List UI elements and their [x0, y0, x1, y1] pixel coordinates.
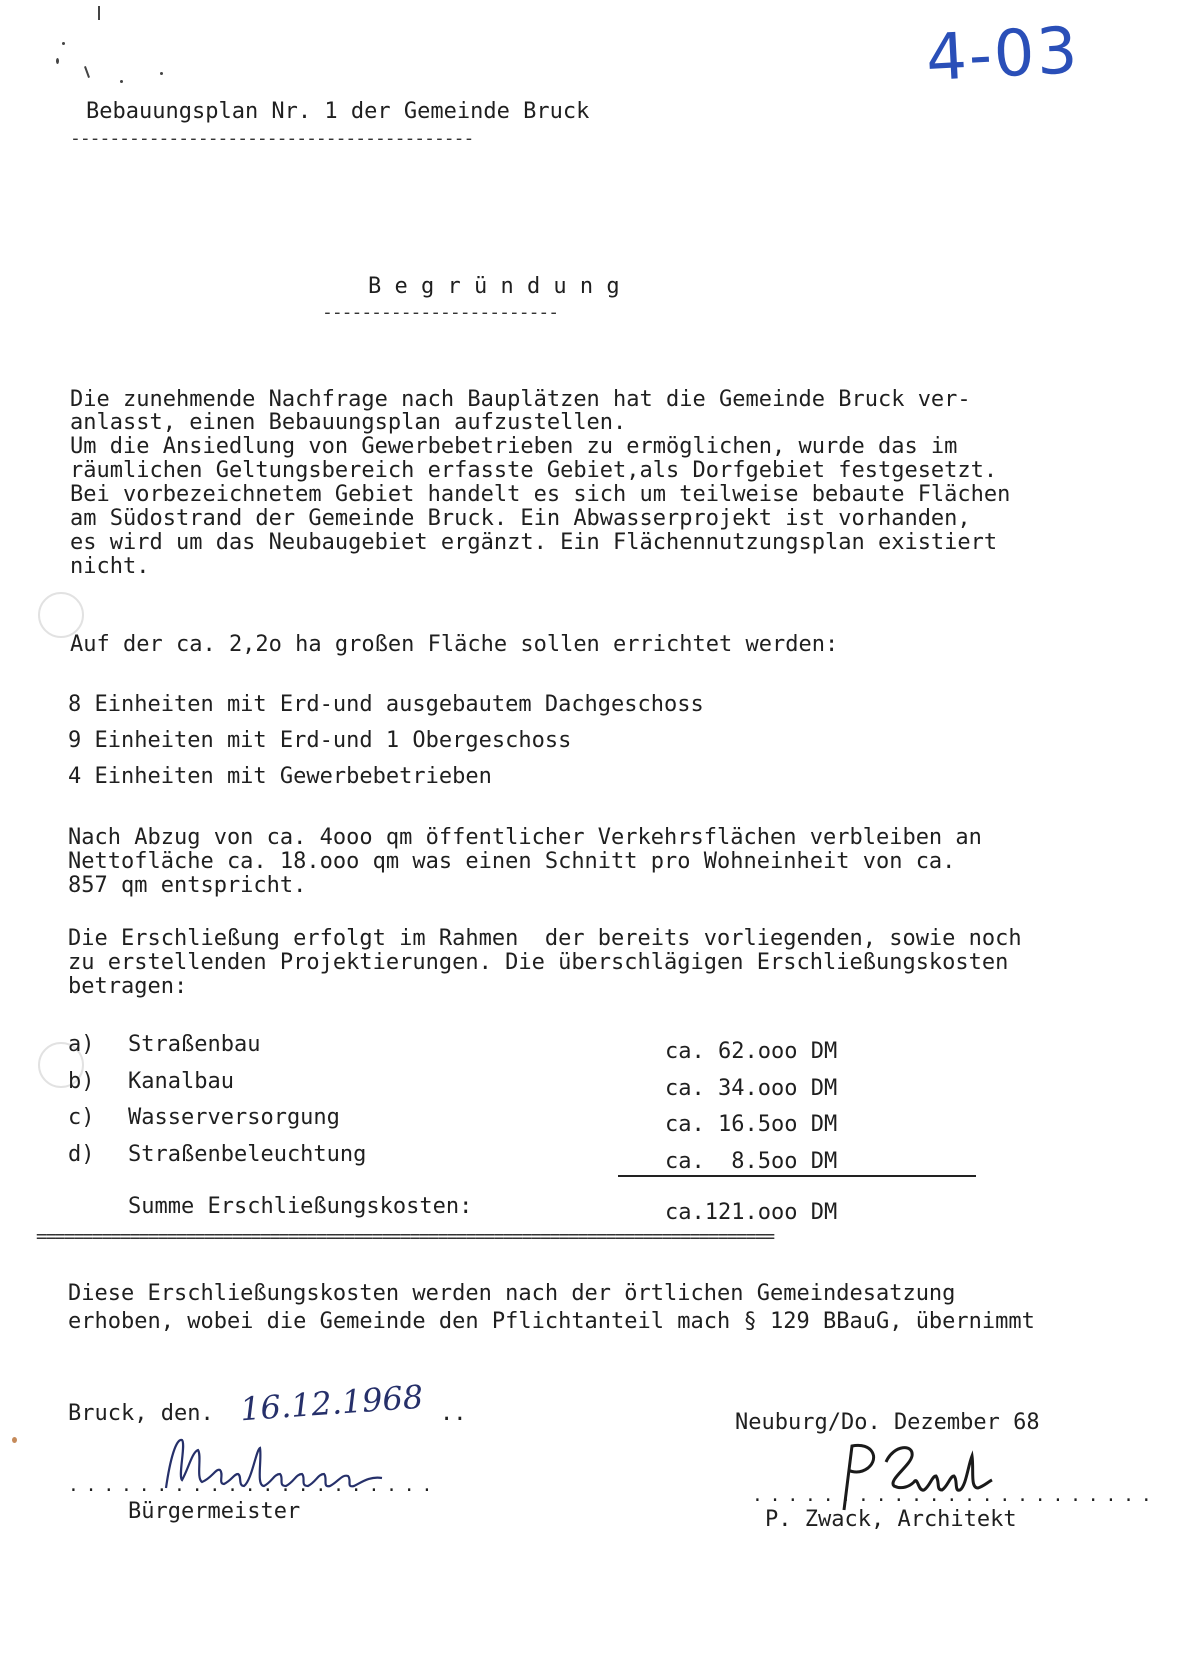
closing-line: Diese Erschließungskosten werden nach der örtlichen Gemeindesatzung [68, 1281, 956, 1306]
dev-line: Die Erschließung erfolgt im Rahmen der bereits vorliegenden, sowie noch [68, 926, 1022, 951]
scan-speck [160, 72, 163, 75]
net-line: Nach Abzug von ca. 4ooo qm öffentlicher Verkehrsflächen verbleiben an [68, 825, 982, 850]
cost-label: Kanalbau [128, 1069, 234, 1094]
sum-label: Summe Erschließungskosten: [128, 1194, 473, 1219]
cost-amount: ca. 62.ooo DM [665, 1039, 838, 1064]
file-number-stamp: 4-03 [924, 14, 1082, 96]
scan-speck [84, 66, 90, 78]
mayor-role: Bürgermeister [128, 1499, 301, 1524]
document-title: Bebauungsplan Nr. 1 der Gemeinde Bruck [86, 99, 590, 124]
intro-line: Um die Ansiedlung von Gewerbebetrieben zu ermöglichen, wurde das im [70, 434, 958, 459]
date-trail: .. [440, 1401, 467, 1426]
scan-speck [12, 1437, 17, 1443]
cost-key: c) [68, 1105, 95, 1130]
intro-line: am Südostrand der Gemeinde Bruck. Ein Abwasserprojekt ist vorhanden, [70, 506, 971, 531]
section-heading: B e g r ü n d u n g [368, 274, 620, 299]
list-item: 4 Einheiten mit Gewerbebetrieben [68, 764, 492, 789]
signature-dots: . . . . . . . . . . . . . . . . . . . . . [68, 1475, 431, 1496]
scan-speck [120, 80, 123, 83]
handwritten-date: 16.12.1968 [238, 1377, 425, 1429]
net-line: 857 qm entspricht. [68, 873, 307, 898]
list-item: 8 Einheiten mit Erd-und ausgebautem Dachgeschoss [68, 692, 704, 717]
scan-speck [56, 58, 59, 64]
title-underline: ----------------------------------------- [70, 128, 474, 149]
intro-line: es wird um das Neubaugebiet ergänzt. Ein Flächennutzungsplan existiert [70, 530, 998, 555]
cost-label: Wasserversorgung [128, 1105, 340, 1130]
sum-amount: ca.121.ooo DM [665, 1200, 838, 1225]
scan-speck [62, 42, 65, 45]
place-label: Bruck, den. [68, 1401, 214, 1426]
cost-key: d) [68, 1142, 95, 1167]
cost-key: b) [68, 1069, 95, 1094]
net-line: Nettofläche ca. 18.ooo qm was einen Schnitt pro Wohneinheit von ca. [68, 849, 956, 874]
subtotal-rule [618, 1175, 976, 1177]
cost-label: Straßenbeleuchtung [128, 1142, 367, 1167]
dev-line: betragen: [68, 974, 188, 999]
cost-amount: ca. 8.5oo DM [665, 1149, 838, 1174]
intro-line: anlasst, einen Bebauungsplan aufzustellen. [70, 410, 627, 435]
intro-line: räumlichen Geltungsbereich erfasste Gebiet,als Dorfgebiet festgesetzt. [70, 458, 998, 483]
signature-dots: . . . . . . . . . . . . . . . . . . . . . . . [752, 1485, 1150, 1506]
area-statement: Auf der ca. 2,2o ha großen Fläche sollen errichtet werden: [70, 632, 839, 657]
intro-line: Bei vorbezeichnetem Gebiet handelt es sich um teilweise bebaute Flächen [70, 482, 1011, 507]
intro-line: Die zunehmende Nachfrage nach Bauplätzen hat die Gemeinde Bruck ver- [70, 387, 971, 412]
cost-label: Straßenbau [128, 1032, 261, 1057]
cost-amount: ca. 34.ooo DM [665, 1076, 838, 1101]
closing-line: erhoben, wobei die Gemeinde den Pflichtanteil mach § 129 BBauG, übernimmt [68, 1309, 1035, 1334]
architect-name: P. Zwack, Architekt [765, 1507, 1017, 1532]
dev-line: zu erstellenden Projektierungen. Die überschlägigen Erschließungskosten [68, 950, 1009, 975]
intro-line: nicht. [70, 554, 150, 579]
cost-key: a) [68, 1032, 95, 1057]
list-item: 9 Einheiten mit Erd-und 1 Obergeschoss [68, 728, 572, 753]
cost-amount: ca. 16.5oo DM [665, 1112, 838, 1137]
place-date: Neuburg/Do. Dezember 68 [735, 1410, 1040, 1435]
heading-underline: ------------------------ [322, 302, 559, 323]
scan-speck [98, 6, 100, 20]
double-rule: =============================================================================== [36, 1226, 774, 1247]
